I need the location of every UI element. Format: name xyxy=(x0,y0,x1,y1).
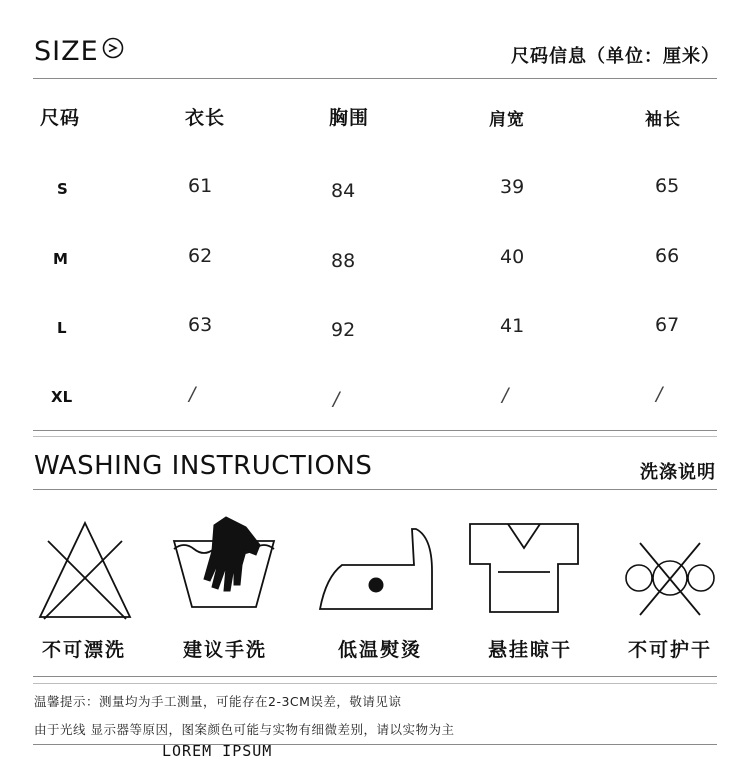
no-tumble-dry-icon xyxy=(622,535,718,625)
table-cell: 92 xyxy=(331,319,356,341)
note-line: 温馨提示：测量均为手工测量，可能存在2-3CM误差，敬请见谅 xyxy=(34,694,402,709)
divider xyxy=(33,430,717,431)
table-cell: 39 xyxy=(500,176,525,198)
low-iron-icon xyxy=(316,525,436,619)
column-header: 肩宽 xyxy=(489,110,525,130)
divider xyxy=(33,489,717,490)
hang-dry-icon xyxy=(466,520,582,620)
hand-wash-icon xyxy=(168,515,280,631)
size-label: XL xyxy=(51,388,73,406)
column-header: 衣长 xyxy=(185,107,226,129)
table-cell: 63 xyxy=(188,314,213,336)
care-label: 悬挂晾干 xyxy=(487,639,572,661)
table-cell: 67 xyxy=(655,314,680,336)
column-header: 尺码 xyxy=(40,107,81,129)
size-info-label: 尺码信息（单位：厘米） xyxy=(511,46,720,67)
divider xyxy=(33,683,717,684)
divider xyxy=(33,744,717,745)
table-cell: / xyxy=(502,384,509,406)
table-cell: / xyxy=(189,383,196,405)
divider xyxy=(33,78,717,79)
size-title-text: SIZE xyxy=(34,36,99,67)
divider xyxy=(33,436,717,437)
table-cell: 62 xyxy=(188,245,213,267)
table-cell: / xyxy=(656,383,663,405)
note-line: 由于光线 显示器等原因，图案颜色可能与实物有细微差别，请以实物为主 xyxy=(34,722,455,737)
table-cell: 40 xyxy=(500,246,525,268)
no-bleach-icon xyxy=(30,515,140,629)
table-cell: 84 xyxy=(331,180,356,202)
care-label: 不可漂洗 xyxy=(41,639,126,661)
care-label: 低温熨烫 xyxy=(337,639,422,661)
footer-text: LOREM IPSUM xyxy=(162,742,273,760)
divider xyxy=(33,676,717,677)
table-cell: 65 xyxy=(655,175,680,197)
size-title xyxy=(34,36,124,67)
size-label: L xyxy=(57,319,67,337)
table-cell: 41 xyxy=(500,315,525,337)
size-label: M xyxy=(53,250,68,268)
size-label: S xyxy=(57,180,68,198)
column-header: 胸围 xyxy=(329,107,370,129)
washing-title: WASHING INSTRUCTIONS xyxy=(34,451,373,481)
arrow-circle-icon xyxy=(102,35,124,66)
table-cell: / xyxy=(333,388,340,410)
table-cell: 61 xyxy=(188,175,213,197)
care-label: 建议手洗 xyxy=(182,639,267,661)
column-header: 袖长 xyxy=(645,110,681,130)
care-label: 不可护干 xyxy=(627,639,712,661)
table-cell: 88 xyxy=(331,250,356,272)
washing-title-cn: 洗涤说明 xyxy=(640,462,716,483)
table-cell: 66 xyxy=(655,245,680,267)
